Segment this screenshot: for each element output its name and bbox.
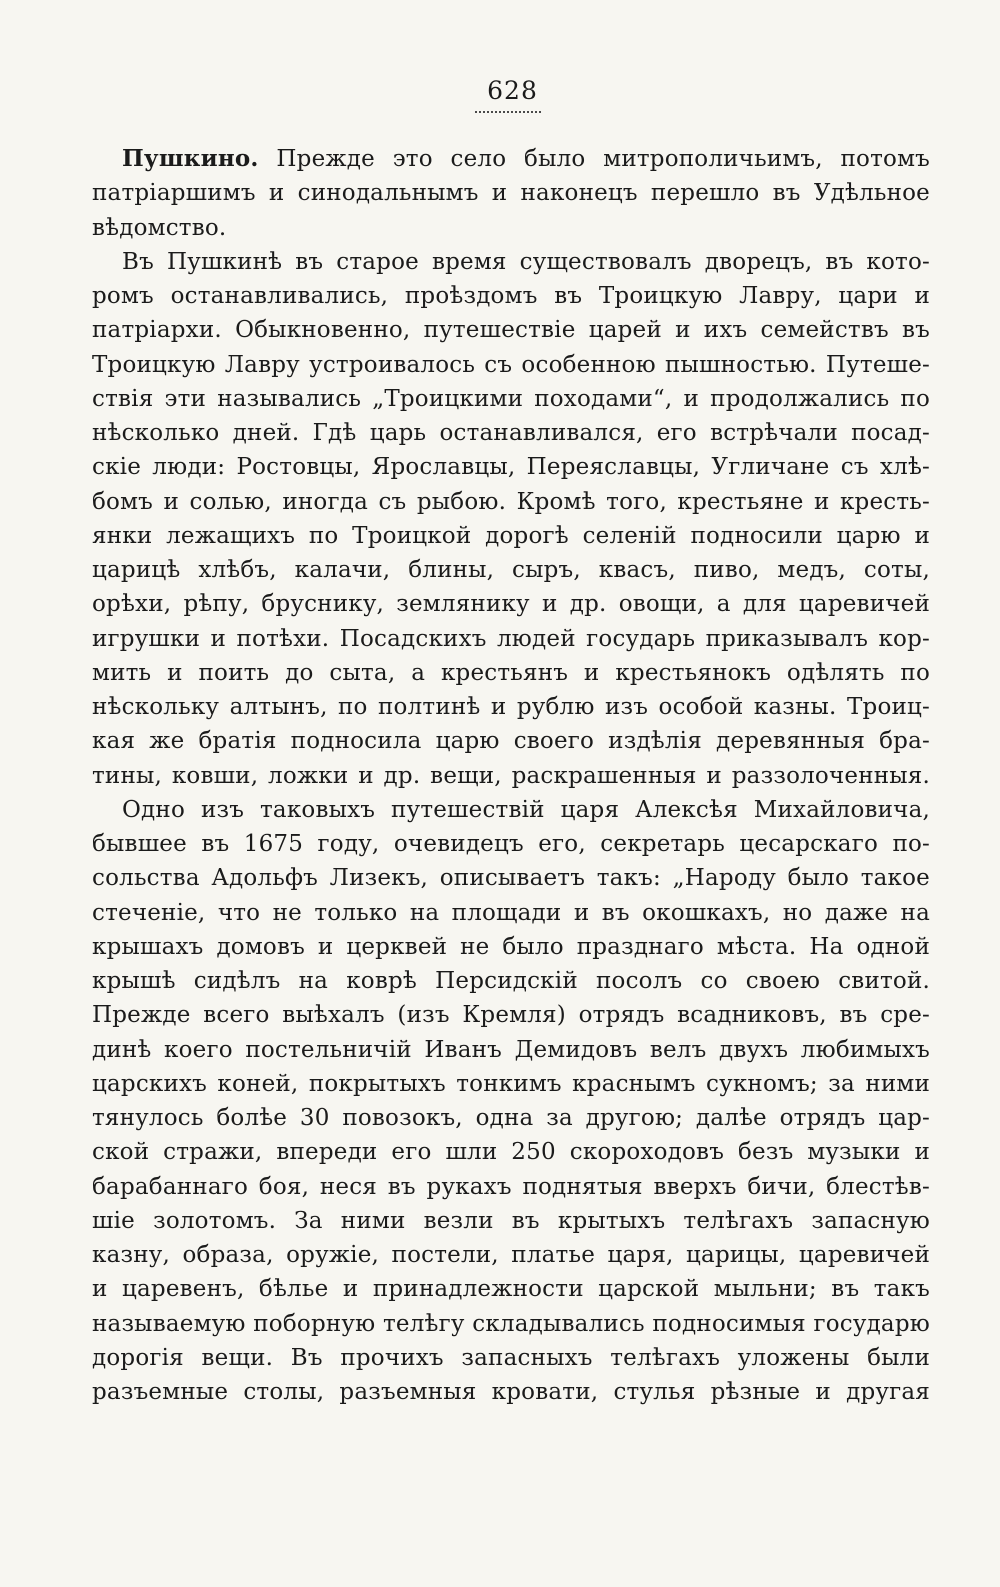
- body-text: [92, 142, 930, 1409]
- text-line: кая же братія подносила царю своего издѣлія деревянныя бра-: [92, 728, 930, 755]
- text-line: Прежде всего выѣхалъ (изъ Кремля) отрядъ всадниковъ, въ сре-: [92, 1002, 930, 1029]
- page-number: 628: [487, 76, 538, 105]
- text-line: Одно изъ таковыхъ путешествій царя Алексѣя Михайловича,: [122, 796, 930, 823]
- text-line: орѣхи, рѣпу, бруснику, землянику и др. овощи, а для царевичей: [92, 591, 930, 618]
- text-line: шіе золотомъ. За ними везли въ крытыхъ телѣгахъ запасную: [92, 1207, 930, 1234]
- headword: Пушкино.: [122, 145, 259, 172]
- text-line: тянулось болѣе 30 повозокъ, одна за другою; далѣе отрядъ цар-: [92, 1105, 930, 1131]
- text-line: тины, ковши, ложки и др. вещи, раскрашенныя и раззолоченныя.: [92, 762, 930, 789]
- text-line: янки лежащихъ по Троицкой дорогѣ селеній подносили царю и: [92, 522, 930, 549]
- text-line: скіе люди: Ростовцы, Ярославцы, Переяславцы, Угличане съ хлѣ-: [92, 454, 930, 481]
- text-line: Въ Пушкинѣ въ старое время существовалъ дворецъ, въ кото-: [122, 248, 930, 275]
- text-line: сольства Адольфъ Лизекъ, описываетъ такъ: „Народу было такое: [92, 865, 930, 892]
- text-line: нѣсколько дней. Гдѣ царь останавливался, его встрѣчали посад-: [92, 420, 930, 446]
- page-number-rule: [475, 111, 541, 113]
- text-line: бомъ и солью, иногда съ рыбою. Кромѣ того, крестьяне и кресть-: [92, 488, 930, 515]
- text-line: ствія эти назывались „Троицкими походами“, и продолжались по: [92, 385, 930, 412]
- text-line: царицѣ хлѣбъ, калачи, блины, сыръ, квасъ, пиво, медъ, соты,: [92, 557, 930, 583]
- text-line: барабаннаго боя, неся въ рукахъ поднятыя вверхъ бичи, блестѣв-: [92, 1173, 930, 1200]
- text-line: казну, образа, оружіе, постели, платье царя, царицы, царевичей: [92, 1242, 930, 1268]
- text-line: динѣ коего постельничій Иванъ Демидовъ велъ двухъ любимыхъ: [92, 1036, 930, 1063]
- text-line: стеченіе, что не только на площади и въ окошкахъ, но даже на: [92, 899, 930, 926]
- text-line: Пушкино. Прежде это село было митрополичьимъ, потомъ: [122, 145, 930, 172]
- text-line: бывшее въ 1675 году, очевидецъ его, секретарь цесарскаго по-: [92, 831, 930, 857]
- text-line: Троицкую Лавру устроивалось съ особенною пышностью. Путеше-: [92, 351, 930, 378]
- text-line: ромъ останавливались, проѣздомъ въ Троицкую Лавру, цари и: [92, 283, 930, 309]
- text-line: мить и поить до сыта, а крестьянъ и крестьянокъ одѣлять по: [92, 659, 930, 686]
- text-line: разъемные столы, разъемныя кровати, стулья рѣзные и другая: [92, 1379, 930, 1405]
- text-line: царскихъ коней, покрытыхъ тонкимъ краснымъ сукномъ; за ними: [92, 1070, 930, 1097]
- text-line: игрушки и потѣхи. Посадскихъ людей государь приказывалъ кор-: [92, 625, 930, 652]
- text-line: патріаршимъ и синодальнымъ и наконецъ перешло въ Удѣльное: [92, 180, 930, 207]
- text-line: нѣскольку алтынъ, по полтинѣ и рублю изъ особой казны. Троиц-: [92, 694, 930, 720]
- text-line: называемую поборную телѣгу складывались подносимыя государю: [92, 1310, 930, 1337]
- text-line: вѣдомство.: [92, 214, 227, 241]
- text-line: крышахъ домовъ и церквей не было празднаго мѣста. На одной: [92, 933, 930, 960]
- text-line: и царевенъ, бѣлье и принадлежности царской мыльни; въ такъ: [92, 1276, 930, 1303]
- text-line: крышѣ сидѣлъ на коврѣ Персидскій посолъ со своею свитой.: [92, 968, 930, 994]
- text-line: патріархи. Обыкновенно, путешествіе царей и ихъ семействъ въ: [92, 317, 930, 344]
- text-line: ской стражи, впереди его шли 250 скороходовъ безъ музыки и: [92, 1139, 930, 1166]
- text-line: дорогія вещи. Въ прочихъ запасныхъ телѣгахъ уложены были: [92, 1344, 930, 1371]
